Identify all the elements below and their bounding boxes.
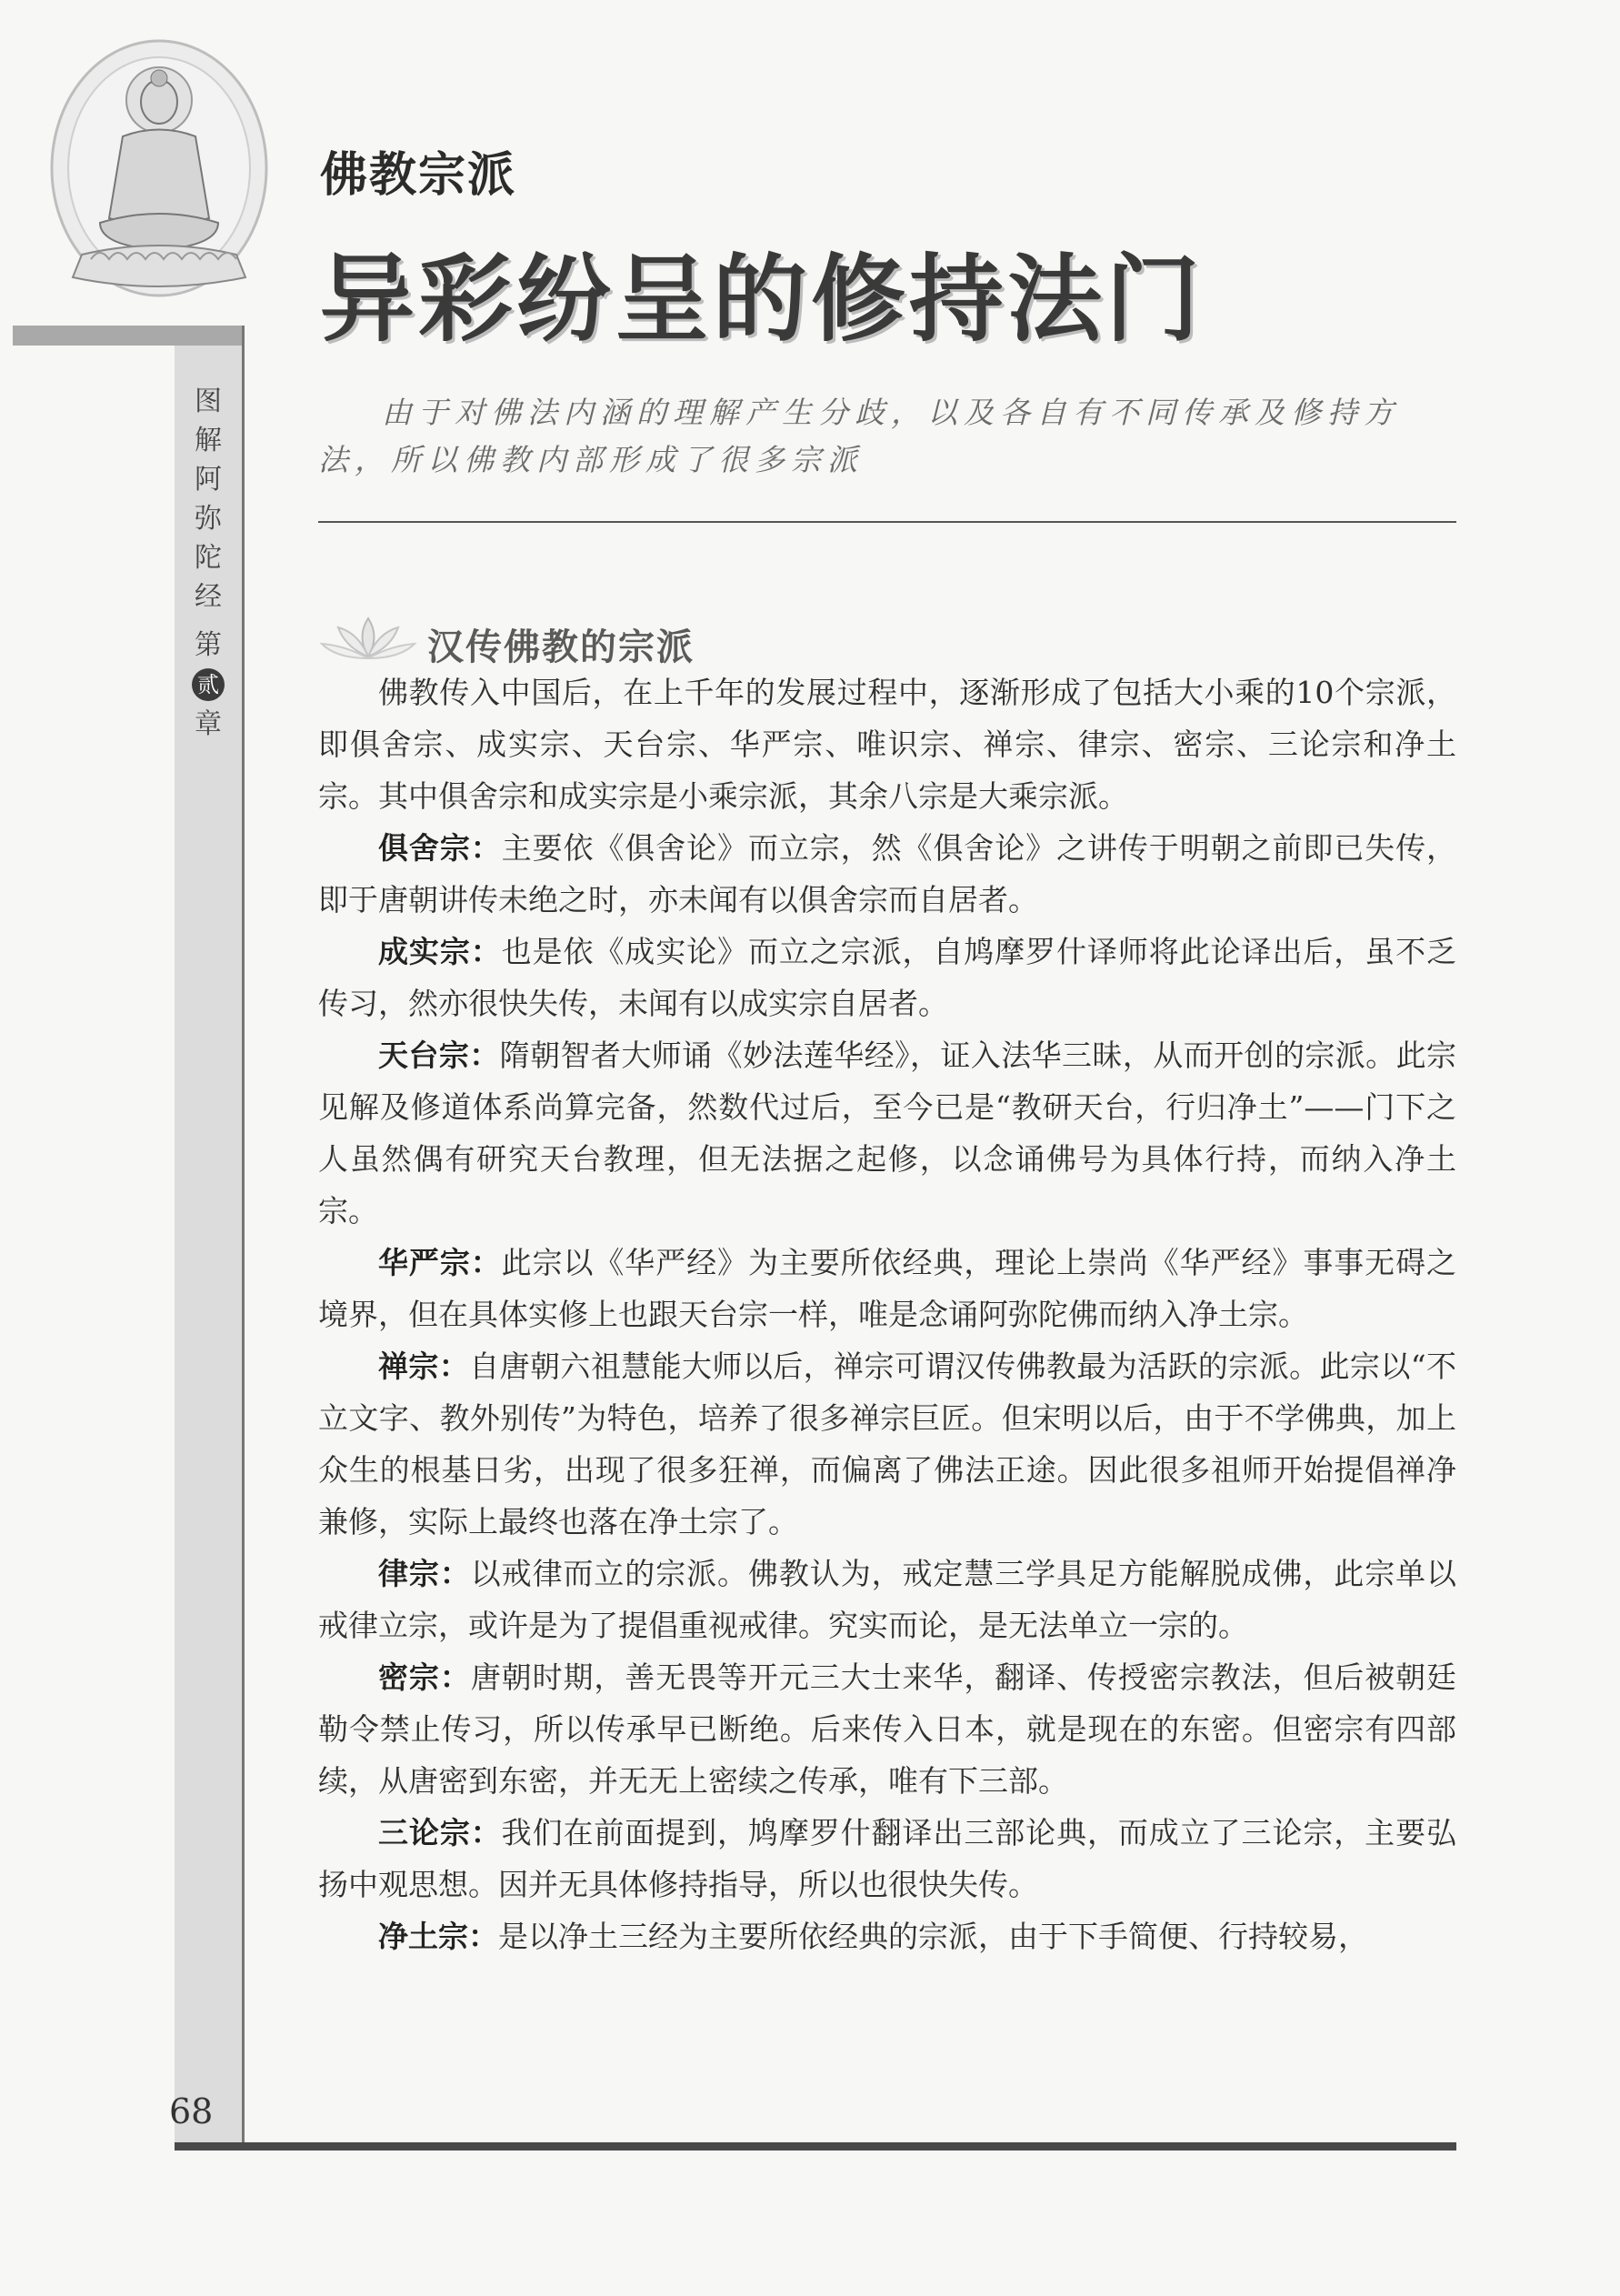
chapter-suffix: 章 — [195, 708, 222, 740]
chapter-number-badge: 贰 — [192, 668, 225, 701]
chapter-prefix: 第 — [195, 629, 222, 661]
sidebar-char: 陀 — [195, 542, 222, 574]
paragraph-term: 三论宗： — [378, 1815, 502, 1850]
paragraph — [318, 1910, 1456, 1962]
paragraph-term: 律宗： — [378, 1556, 471, 1591]
paragraph-term: 禅宗： — [378, 1349, 470, 1384]
body-text — [318, 667, 1456, 1962]
paragraph-text: 佛教传入中国后，在上千年的发展过程中，逐渐形成了包括大小乘的10个宗派，即俱舍宗、成实宗、天台宗、华严宗、唯识宗、禅宗、律宗、密宗、三论宗和净土宗。其中俱舍宗和成实宗是小乘宗派，其余八宗是大乘宗派。 — [318, 675, 1456, 814]
section-heading: 汉传佛教的宗派 — [427, 627, 695, 668]
sidebar-top-bar — [13, 326, 242, 346]
paragraph-term: 华严宗： — [378, 1245, 502, 1280]
paragraph — [318, 1029, 1456, 1237]
buddha-emblem-icon — [36, 36, 282, 309]
sidebar-char: 经 — [195, 581, 222, 613]
paragraph — [318, 1548, 1456, 1651]
page-subtitle: 佛教宗派 — [320, 147, 517, 203]
paragraph — [318, 667, 1456, 822]
sidebar-book-title — [175, 382, 242, 744]
paragraph — [318, 926, 1456, 1029]
paragraph-term: 俱舍宗： — [378, 830, 502, 866]
paragraph-text: 自唐朝六祖慧能大师以后，禅宗可谓汉传佛教最为活跃的宗派。此宗以“不立文字、教外别传”为特色，培养了很多禅宗巨匠。但宋明以后，由于不学佛典，加上众生的根基日劣，出现了很多狂禅，而偏离了佛法正途。因此很多祖师开始提倡禅净兼修，实际上最终也落在净土宗了。 — [318, 1349, 1457, 1539]
paragraph — [318, 1651, 1456, 1807]
lotus-icon — [318, 611, 418, 666]
paragraph-term: 净土宗： — [378, 1919, 498, 1954]
paragraph — [318, 1237, 1456, 1340]
paragraph-text: 我们在前面提到，鸠摩罗什翻译出三部论典，而成立了三论宗，主要弘扬中观思想。因并无具体修持指导，所以也很快失传。 — [318, 1815, 1457, 1902]
sidebar-divider — [242, 326, 245, 2146]
paragraph-text: 隋朝智者大师诵《妙法莲华经》，证入法华三昧，从而开创的宗派。此宗见解及修道体系尚算完备，然数代过后，至今已是“教研天台，行归净土”——门下之人虽然偶有研究天台教理，但无法据之起修，以念诵佛号为具体行持，而纳入净土宗。 — [318, 1038, 1457, 1228]
paragraph-term: 天台宗： — [378, 1038, 500, 1073]
paragraph — [318, 822, 1456, 926]
page-title: 异彩纷呈的修持法门 — [320, 243, 1205, 355]
paragraph-term: 成实宗： — [378, 934, 502, 969]
paragraph — [318, 1340, 1456, 1548]
paragraph-text: 唐朝时期，善无畏等开元三大士来华，翻译、传授密宗教法，但后被朝廷勒令禁止传习，所以传承早已断绝。后来传入日本，就是现在的东密。但密宗有四部续，从唐密到东密，并无无上密续之传承，唯有下三部。 — [318, 1659, 1457, 1799]
paragraph-text: 此宗以《华严经》为主要所依经典，理论上崇尚《华严经》事事无碍之境界，但在具体实修上也跟天台宗一样，唯是念诵阿弥陀佛而纳入净土宗。 — [318, 1245, 1457, 1332]
intro-divider — [318, 521, 1456, 523]
sidebar-char: 解 — [195, 425, 222, 456]
paragraph-text: 主要依《俱舍论》而立宗，然《俱舍论》之讲传于明朝之前即已失传，即于唐朝讲传未绝之时，亦未闻有以俱舍宗而自居者。 — [318, 830, 1457, 917]
sidebar-char: 弥 — [195, 503, 222, 535]
paragraph-text: 是以净土三经为主要所依经典的宗派，由于下手简便、行持较易， — [498, 1919, 1368, 1954]
paragraph-term: 密宗： — [378, 1659, 471, 1695]
paragraph-text: 以戒律而立的宗派。佛教认为，戒定慧三学具足方能解脱成佛，此宗单以戒律立宗，或许是为了提倡重视戒律。究实而论，是无法单立一宗的。 — [318, 1556, 1457, 1643]
sidebar-char: 阿 — [195, 464, 222, 496]
paragraph — [318, 1807, 1456, 1910]
page-number: 68 — [169, 2091, 214, 2131]
paragraph-text: 也是依《成实论》而立之宗派，自鸠摩罗什译师将此论译出后，虽不乏传习，然亦很快失传，未闻有以成实宗自居者。 — [318, 934, 1457, 1021]
intro-text: 由于对佛法内涵的理解产生分歧，以及各自有不同传承及修持方法，所以佛教内部形成了很多宗派 — [318, 395, 1400, 477]
footer-bar — [175, 2142, 1456, 2151]
sidebar-char: 图 — [195, 386, 222, 417]
